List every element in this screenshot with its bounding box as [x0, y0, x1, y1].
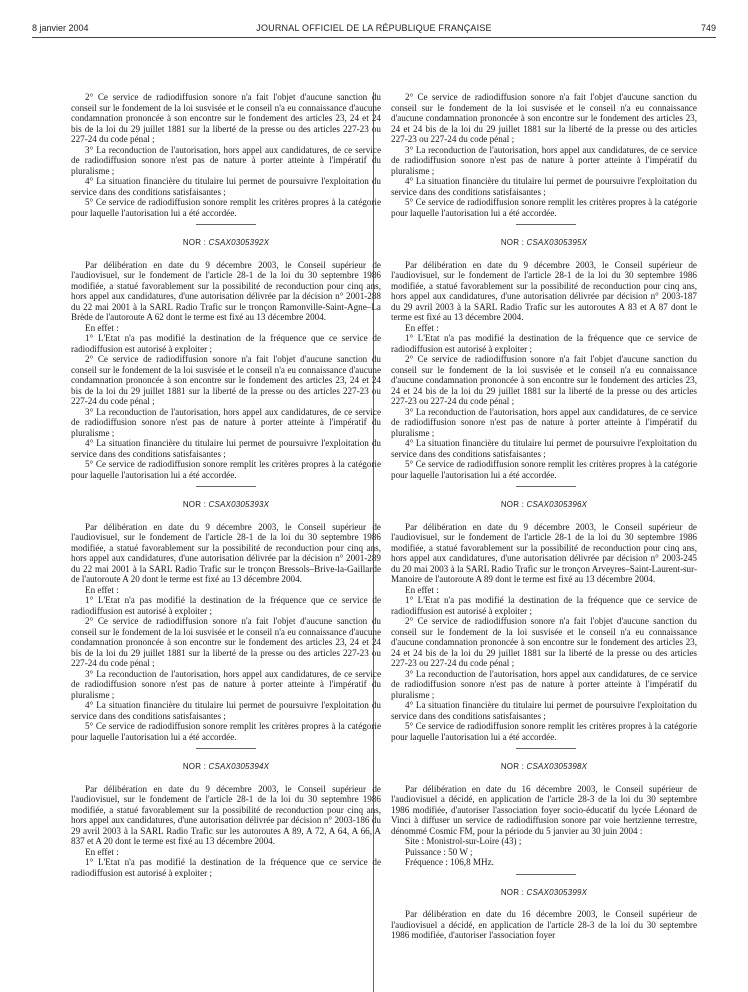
separator: [391, 868, 697, 880]
en-effet: En effet :: [405, 584, 439, 595]
nor-reference: NOR : CSAX0305395X: [500, 238, 588, 247]
en-effet: En effet :: [85, 584, 119, 595]
nor-code: CSAX0305393X: [208, 500, 270, 509]
clause-3: 3° La reconduction de l'autorisation, hors appel aux candidatures, de ce service de radiodiffusion sonore n'est pas de nature à porter atteinte à l'impératif du pluralisme ;: [71, 668, 381, 700]
deliberation-paragraph: Par délibération en date du 9 décembre 2003, le Conseil supérieur de l'audiovisuel, sur le fondement de l'article 28-1 de la loi du 30 septembre 1986 modifiée, a statué favorablement sur la possibilité de reconduction pour cinq ans, hors appel aux candidatures, d'une autorisation délivrée par la décision n° 2001-288 du 22 mai 2001 à la SARL Radio Trafic sur le tronçon Ramonville-Saint-Agne–La Brède de l'autoroute A 62 dont le terme est fixé au 13 décembre 2004.: [71, 259, 381, 322]
clause-1: 1° L'Etat n'a pas modifié la destination de la fréquence que ce service de radiodiffusion est autorisé à exploiter ;: [391, 333, 697, 354]
deliberation-paragraph: Par délibération en date du 9 décembre 2003, le Conseil supérieur de l'audiovisuel, sur le fondement de l'article 28-1 de la loi du 30 septembre 1986 modifiée, a statué favorablement sur la possibilité de reconduction pour cinq ans, hors appel aux candidatures, d'une autorisation délivrée par décision n° 2003-186 du 29 avril 2003 à la SARL Radio Trafic sur les autoroutes A 89, A 72, A 64, A 66, A 837 et A 20 dont le terme est fixé au 13 décembre 2004.: [71, 783, 381, 846]
clause-1: 1° L'Etat n'a pas modifié la destination de la fréquence que ce service de radiodiffusion est autorisé à exploiter ;: [391, 595, 697, 616]
clause-5: 5° Ce service de radiodiffusion sonore remplit les critères propres à la catégorie pour laquelle l'autorisation lui a été accordée.: [391, 197, 697, 218]
nor-reference: NOR : CSAX0305393X: [182, 500, 270, 509]
deliberation-paragraph: Par délibération en date du 16 décembre 2003, le Conseil supérieur de l'audiovisuel a décidé, en application de l'article 28-3 de la loi du 30 septembre 1986 modifiée, d'autoriser l'association foyer: [391, 909, 697, 940]
journal-title: JOURNAL OFFICIEL DE LA RÉPUBLIQUE FRANÇAISE: [256, 23, 492, 33]
clause-4: 4° La situation financière du titulaire lui permet de poursuivre l'exploitation du service dans des conditions satisfaisantes ;: [391, 438, 697, 459]
nor-reference: NOR : CSAX0305394X: [182, 762, 270, 771]
left-column: [71, 92, 381, 878]
separator: [391, 480, 697, 492]
nor-code: CSAX0305396X: [526, 500, 588, 509]
deliberation-paragraph: Par délibération en date du 9 décembre 2003, le Conseil supérieur de l'audiovisuel, sur le fondement de l'article 28-1 de la loi du 30 septembre 1986 modifiée, a statué favorablement sur la possibilité de reconduction pour cinq ans, hors appel aux candidatures, d'une autorisation délivrée par décision n° 2003-245 du 20 mai 2003 à la SARL Radio Trafic sur le tronçon Arveyres–Saint-Laurent-sur-Manoire de l'autoroute A 89 dont le terme est fixé au 13 décembre 2004.: [391, 521, 697, 584]
nor-code: CSAX0305398X: [526, 762, 588, 771]
clause-4: 4° La situation financière du titulaire lui permet de poursuivre l'exploitation du service dans des conditions satisfaisantes ;: [71, 438, 381, 459]
clause-2: 2° Ce service de radiodiffusion sonore n'a fait l'objet d'aucune sanction du conseil sur le fondement de la loi susvisée et le conseil n'a eu connaissance d'aucune condamnation prononcée à son encontre sur le fondement des articles 23, 24 et 24 bis de la loi du 29 juillet 1881 sur la liberté de la presse ou des articles 227-23 ou 227-24 du code pénal ;: [71, 354, 381, 406]
nor-code: CSAX0305399X: [526, 887, 588, 897]
clause-3: 3° La reconduction de l'autorisation, hors appel aux candidatures, de ce service de radiodiffusion sonore n'est pas de nature à porter atteinte à l'impératif du pluralisme ;: [391, 668, 697, 700]
nor-reference: NOR : CSAX0305399X: [500, 887, 588, 897]
issue-date: 8 janvier 2004: [32, 23, 89, 33]
site-line: Site : Monistrol-sur-Loire (43) ;: [405, 836, 522, 846]
en-effet: En effet :: [85, 322, 119, 333]
clause-4: 4° La situation financière du titulaire lui permet de poursuivre l'exploitation du service dans des conditions satisfaisantes ;: [391, 176, 697, 197]
separator: [391, 742, 697, 754]
clause-1: 1° L'Etat n'a pas modifié la destination de la fréquence que ce service de radiodiffusion est autorisé à exploiter ;: [71, 857, 381, 878]
clause-2: 2° Ce service de radiodiffusion sonore n'a fait l'objet d'aucune sanction du conseil sur le fondement de la loi susvisée et le conseil n'a eu connaissance d'aucune condamnation prononcée à son encontre sur le fondement des articles 23, 24 et 24 bis de la loi du 29 juillet 1881 sur la liberté de la presse ou des articles 227-23 ou 227-24 du code pénal ;: [71, 616, 381, 668]
clause-3: 3° La reconduction de l'autorisation, hors appel aux candidatures, de ce service de radiodiffusion sonore n'est pas de nature à porter atteinte à l'impératif du pluralisme ;: [71, 406, 381, 438]
clause-5: 5° Ce service de radiodiffusion sonore remplit les critères propres à la catégorie pour laquelle l'autorisation lui a été accordée.: [71, 197, 381, 218]
clause-3: 3° La reconduction de l'autorisation, hors appel aux candidatures, de ce service de radiodiffusion sonore n'est pas de nature à porter atteinte à l'impératif du pluralisme ;: [71, 144, 381, 176]
clause-4: 4° La situation financière du titulaire lui permet de poursuivre l'exploitation du service dans des conditions satisfaisantes ;: [71, 700, 381, 721]
nor-reference: NOR : CSAX0305392X: [182, 238, 270, 247]
frequency-line: Fréquence : 106,8 MHz.: [405, 857, 494, 867]
deliberation-paragraph: Par délibération en date du 9 décembre 2003, le Conseil supérieur de l'audiovisuel, sur le fondement de l'article 28-1 de la loi du 30 septembre 1986 modifiée, a statué favorablement sur la possibilité de reconduction pour cinq ans, hors appel aux candidatures, d'une autorisation délivrée par décision n° 2003-187 du 29 avril 2003 à la SARL Radio Trafic sur les autoroutes A 83 et A 87 dont le terme est fixé au 13 décembre 2004.: [391, 259, 697, 322]
nor-code: CSAX0305394X: [208, 762, 270, 771]
clause-4: 4° La situation financière du titulaire lui permet de poursuivre l'exploitation du service dans des conditions satisfaisantes ;: [71, 176, 381, 197]
clause-2: 2° Ce service de radiodiffusion sonore n'a fait l'objet d'aucune sanction du conseil sur le fondement de la loi susvisée et le conseil n'a eu connaissance d'aucune condamnation prononcée à son encontre sur le fondement des articles 23, 24 et 24 bis de la loi du 29 juillet 1881 sur la liberté de la presse ou des articles 227-23 ou 227-24 du code pénal ;: [391, 354, 697, 406]
clause-2: 2° Ce service de radiodiffusion sonore n'a fait l'objet d'aucune sanction du conseil sur le fondement de la loi susvisée et le conseil n'a eu connaissance d'aucune condamnation prononcée à son encontre sur le fondement des articles 23, 24 et 24 bis de la loi du 29 juillet 1881 sur la liberté de la presse ou des articles 227-23 ou 227-24 du code pénal ;: [71, 92, 381, 144]
clause-5: 5° Ce service de radiodiffusion sonore remplit les critères propres à la catégorie pour laquelle l'autorisation lui a été accordée.: [391, 459, 697, 480]
separator: [71, 742, 381, 754]
power-line: Puissance : 50 W ;: [405, 846, 473, 857]
clause-3: 3° La reconduction de l'autorisation, hors appel aux candidatures, de ce service de radiodiffusion sonore n'est pas de nature à porter atteinte à l'impératif du pluralisme ;: [391, 406, 697, 438]
en-effet: En effet :: [85, 846, 119, 857]
deliberation-paragraph: Par délibération en date du 9 décembre 2003, le Conseil supérieur de l'audiovisuel, sur le fondement de l'article 28-1 de la loi du 30 septembre 1986 modifiée, a statué favorablement sur la possibilité de reconduction pour cinq ans, hors appel aux candidatures, d'une autorisation délivrée par la décision n° 2001-289 du 22 mai 2001 à la SARL Radio Trafic sur le tronçon Bressols–Brive-la-Gaillarde de l'autoroute A 20 dont le terme est fixé au 13 décembre 2004.: [71, 521, 381, 584]
clause-3: 3° La reconduction de l'autorisation, hors appel aux candidatures, de ce service de radiodiffusion sonore n'est pas de nature à porter atteinte à l'impératif du pluralisme ;: [391, 144, 697, 176]
separator: [71, 480, 381, 492]
clause-5: 5° Ce service de radiodiffusion sonore remplit les critères propres à la catégorie pour laquelle l'autorisation lui a été accordée.: [391, 721, 697, 742]
right-column: [391, 92, 697, 941]
en-effet: En effet :: [405, 322, 439, 333]
nor-reference: NOR : CSAX0305398X: [500, 762, 588, 771]
page-number: 749: [700, 23, 716, 33]
clause-1: 1° L'Etat n'a pas modifié la destination de la fréquence que ce service de radiodiffusion est autorisé à exploiter ;: [71, 333, 381, 354]
page-header: [32, 23, 716, 37]
separator: [71, 218, 381, 230]
clause-1: 1° L'Etat n'a pas modifié la destination de la fréquence que ce service de radiodiffusion est autorisé à exploiter ;: [71, 595, 381, 616]
clause-5: 5° Ce service de radiodiffusion sonore remplit les critères propres à la catégorie pour laquelle l'autorisation lui a été accordée.: [71, 459, 381, 480]
deliberation-paragraph: Par délibération en date du 16 décembre 2003, le Conseil supérieur de l'audiovisuel a décidé, en application de l'article 28-3 de la loi du 30 septembre 1986 modifiée, d'autoriser l'association foyer socio-éducatif du lycée Léonard de Vinci à diffuser un service de radiodiffusion sonore par voie hertzienne terrestre, dénommé Cosmic FM, pour la période du 5 janvier au 30 juin 2004 :: [391, 783, 697, 836]
nor-reference: NOR : CSAX0305396X: [500, 500, 588, 509]
clause-5: 5° Ce service de radiodiffusion sonore remplit les critères propres à la catégorie pour laquelle l'autorisation lui a été accordée.: [71, 721, 381, 742]
separator: [391, 218, 697, 230]
nor-code: CSAX0305392X: [208, 238, 270, 247]
nor-code: CSAX0305395X: [526, 238, 588, 247]
clause-2: 2° Ce service de radiodiffusion sonore n'a fait l'objet d'aucune sanction du conseil sur le fondement de la loi susvisée et le conseil n'a eu connaissance d'aucune condamnation prononcée à son encontre sur le fondement des articles 23, 24 et 24 bis de la loi du 29 juillet 1881 sur la liberté de la presse ou des articles 227-23 ou 227-24 du code pénal ;: [391, 92, 697, 144]
clause-4: 4° La situation financière du titulaire lui permet de poursuivre l'exploitation du service dans des conditions satisfaisantes ;: [391, 700, 697, 721]
clause-2: 2° Ce service de radiodiffusion sonore n'a fait l'objet d'aucune sanction du conseil sur le fondement de la loi susvisée et le conseil n'a eu connaissance d'aucune condamnation prononcée à son encontre sur le fondement des articles 23, 24 et 24 bis de la loi du 29 juillet 1881 sur la liberté de la presse ou des articles 227-23 ou 227-24 du code pénal ;: [391, 616, 697, 668]
header-rule: [32, 37, 716, 38]
